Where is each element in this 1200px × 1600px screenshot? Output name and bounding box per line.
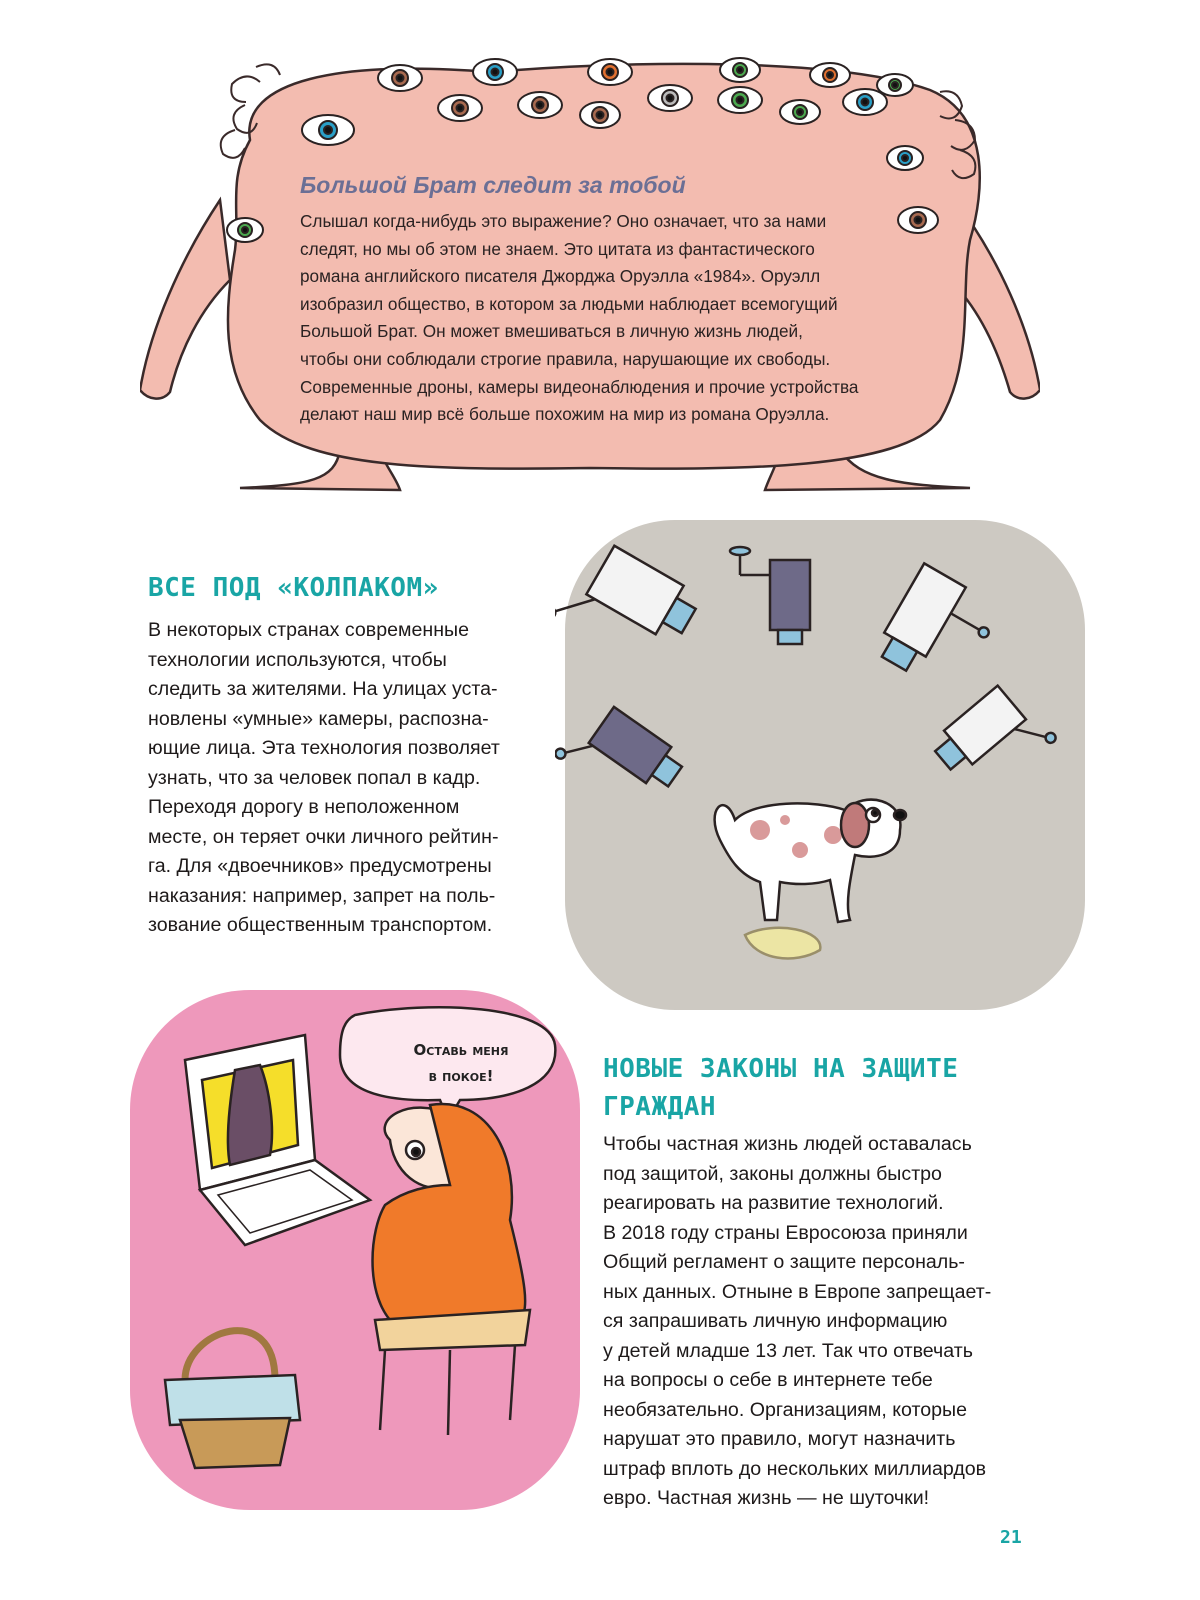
text-line: следить за жителями. На улицах уста- xyxy=(148,678,498,700)
text-line: штраф вплоть до нескольких миллиардов xyxy=(603,1457,987,1480)
text-line: В 2018 году страны Евросоюза приняли xyxy=(603,1221,968,1244)
text-line: Слышал когда-нибудь это выражение? Оно означает, что за нами xyxy=(300,211,827,231)
heading-line: НОВЫЕ ЗАКОНЫ НА ЗАЩИТЕ xyxy=(603,1054,959,1084)
text-line: Большой Брат. Он может вмешиваться в личную жизнь людей, xyxy=(300,321,803,342)
section-heading-new-laws xyxy=(603,1050,958,1126)
surveillance-paragraph xyxy=(148,616,548,941)
text-line: необязательно. Организациям, которые xyxy=(603,1398,968,1421)
text-line: ющие лица. Эта технология позволяет xyxy=(148,737,500,759)
text-line: следят, но мы об этом не знаем. Это цитата из фантастического xyxy=(300,238,815,259)
text-line: романа английского писателя Джорджа Оруэлла «1984». Оруэлл xyxy=(300,266,821,287)
text-line: делают наш мир всё больше похожим на мир из романа Оруэлла. xyxy=(300,404,830,425)
new-laws-paragraph xyxy=(603,1130,1023,1514)
text-line: Современные дроны, камеры видеонаблюдения и прочие устройства xyxy=(300,376,859,397)
text-line: нарушат это правило, могут назначить xyxy=(603,1428,956,1450)
text-line: технологии используются, чтобы xyxy=(148,648,447,671)
text-line: реагировать на развитие технологий. xyxy=(603,1192,944,1214)
text-line: на вопросы о себе в интернете тебе xyxy=(603,1369,933,1391)
text-line: евро. Частная жизнь — не шуточки! xyxy=(603,1487,930,1509)
text-line: изобразил общество, в котором за людьми наблюдает всемогущий xyxy=(300,293,838,314)
heading-line: ГРАЖДАН xyxy=(603,1092,717,1122)
text-line: ся запрашивать личную информацию xyxy=(603,1310,948,1332)
text-line: Общий регламент о защите персональ- xyxy=(603,1251,965,1273)
text-line: месте, он теряет очки личного рейтин- xyxy=(148,825,499,848)
text-line: ных данных. Отныне в Европе запрещает- xyxy=(603,1280,992,1303)
text-line: узнать, что за человек попал в кадр. xyxy=(148,766,481,789)
text-line: га. Для «двоечников» предусмотрены xyxy=(148,855,492,877)
section-heading-surveillance: ВСЕ ПОД «КОЛПАКОМ» xyxy=(148,573,439,603)
text-line: под защитой, законы должны быстро xyxy=(603,1162,942,1185)
cameras-dog-illustration xyxy=(555,510,1095,1020)
speech-bubble-text: Оставь меня в покое! xyxy=(413,1041,509,1085)
text-line: зование общественным транспортом. xyxy=(148,914,493,936)
text-line: В некоторых странах современные xyxy=(148,619,469,641)
text-line: Чтобы частная жизнь людей оставалась xyxy=(603,1133,972,1155)
page-number: 21 xyxy=(1000,1527,1022,1548)
text-line: новлены «умные» камеры, распозна- xyxy=(148,707,489,730)
text-line: Переходя дорогу в неположенном xyxy=(148,796,460,818)
text-line: чтобы они соблюдали строгие правила, нарушающие их свободы. xyxy=(300,348,831,369)
text-line: у детей младше 13 лет. Так что отвечать xyxy=(603,1339,973,1362)
text-line: наказания: например, запрет на поль- xyxy=(148,884,496,907)
big-brother-title: Большой Брат следит за тобой xyxy=(300,172,686,198)
big-brother-text xyxy=(300,208,950,429)
